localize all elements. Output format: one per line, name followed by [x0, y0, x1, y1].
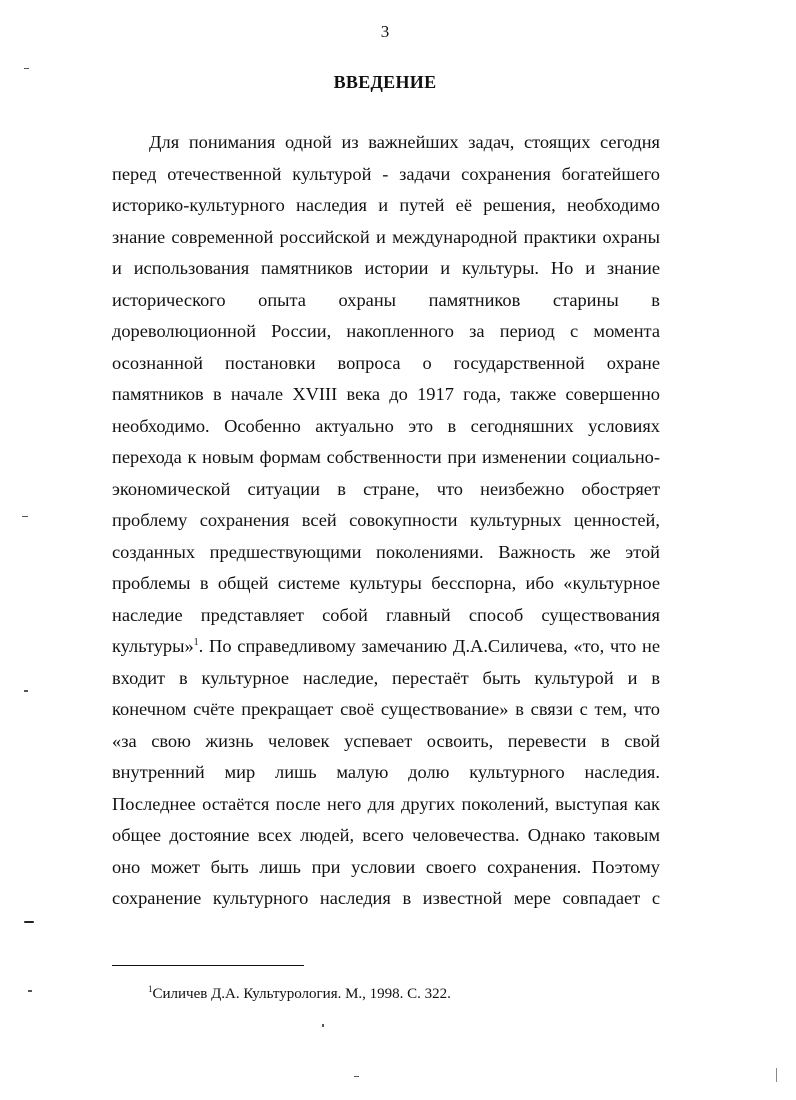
scan-speck — [24, 690, 28, 692]
text-line: общее достояние всех людей, всего человечества. Однако таковым — [112, 825, 660, 845]
text-fragment: . По справедливому замечанию Д.А.Силичева, «то, что не — [198, 636, 660, 656]
footnote-reference: 1 — [193, 636, 199, 648]
scan-speck — [28, 990, 32, 992]
footnote-divider — [112, 965, 304, 966]
text-line: Последнее остаётся после него для других поколений, выступая как — [112, 793, 660, 814]
text-fragment: культуры» — [112, 636, 194, 656]
scan-speck — [24, 921, 34, 923]
text-line: экономической ситуации в стране, что неизбежно обостряет — [112, 478, 660, 499]
text-line: конечном счёте прекращает своё существование» в связи с тем, что — [112, 699, 660, 719]
text-line: Для понимания одной из важнейших задач, стоящих сегодня — [149, 132, 660, 152]
footnote-marker: 1 — [148, 984, 153, 994]
text-line: историко-культурного наследия и путей её решения, необходимо — [112, 195, 660, 215]
text-line: сохранение культурного наследия в известной мере совпадает с — [112, 888, 660, 908]
scan-speck — [24, 68, 29, 69]
text-line: дореволюционной России, накопленного за период с момента — [112, 321, 660, 341]
scan-speck — [322, 1024, 324, 1027]
page-title: ВВЕДЕНИЕ — [333, 72, 437, 92]
page-number: 3 — [380, 22, 390, 41]
footnote — [148, 986, 451, 1003]
text-line: осознанной постановки вопроса о государственной охране — [112, 352, 660, 373]
text-line: исторического опыта охраны памятников старины в — [112, 289, 660, 310]
text-line: необходимо. Особенно актуально это в сегодняшних условиях — [112, 415, 660, 436]
text-line: входит в культурное наследие, перестаёт быть культурой и в — [112, 667, 660, 688]
footnote-text: Силичев Д.А. Культурология. М., 1998. С. 322. — [152, 986, 451, 1002]
text-line: перед отечественной культурой - задачи сохранения богатейшего — [112, 163, 660, 184]
text-line: «за свою жизнь человек успевает освоить, перевести в свой — [112, 730, 660, 751]
text-line: оно может быть лишь при условии своего сохранения. Поэтому — [112, 856, 660, 877]
text-line: проблемы в общей системе культуры бесспорна, ибо «культурное — [112, 573, 660, 593]
scan-speck — [354, 1076, 359, 1077]
text-line: знание современной российской и международной практики охраны — [112, 226, 660, 247]
text-line: и использования памятников истории и культуры. Но и знание — [112, 258, 660, 278]
text-line: созданных предшествующими поколениями. Важность же этой — [112, 541, 660, 562]
body-paragraph — [112, 127, 660, 915]
text-line: внутренний мир лишь малую долю культурного наследия. — [112, 762, 660, 782]
text-line: проблему сохранения всей совокупности культурных ценностей, — [112, 510, 660, 530]
scan-speck — [776, 1068, 777, 1082]
scan-speck — [22, 516, 28, 517]
text-line-with-footnote-ref — [112, 631, 660, 663]
text-line: наследие представляет собой главный способ существования — [112, 604, 660, 625]
text-line: памятников в начале XVIII века до 1917 года, также совершенно — [112, 384, 660, 404]
text-line: перехода к новым формам собственности при изменении социально- — [112, 447, 660, 467]
